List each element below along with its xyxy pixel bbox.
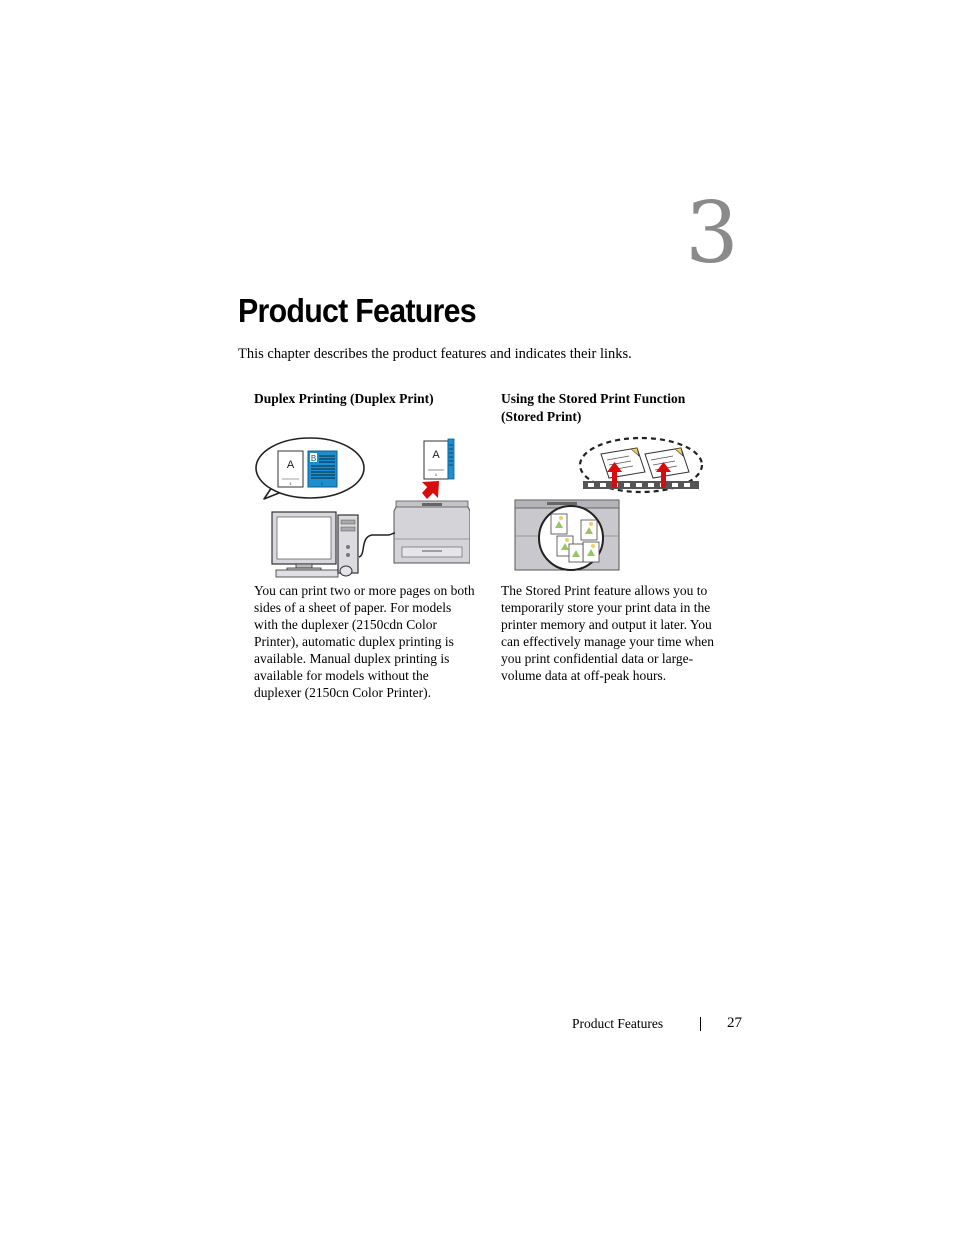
keyboard-icon xyxy=(276,570,338,577)
stored-document-icon xyxy=(601,448,645,478)
page-b-number: 2 xyxy=(320,481,324,486)
stored-print-heading-line2: (Stored Print) xyxy=(501,409,582,424)
stored-print-heading-line1: Using the Stored Print Function xyxy=(501,391,686,406)
computer-monitor-icon xyxy=(272,512,336,572)
duplex-heading: Duplex Printing (Duplex Print) xyxy=(254,391,434,406)
stored-print-heading xyxy=(501,390,731,426)
page-a-letter: A xyxy=(286,459,295,471)
page-title: Product Features xyxy=(238,292,476,329)
duplex-illustration xyxy=(254,437,470,580)
output-number: 1 xyxy=(434,472,438,477)
footer-divider xyxy=(700,1017,701,1031)
output-sheet-icon xyxy=(424,439,454,479)
page-a-number: 1 xyxy=(289,481,292,486)
page-b-icon xyxy=(308,451,337,487)
stored-document-icon xyxy=(645,448,689,478)
page-b-letter: B xyxy=(310,454,317,463)
printer-icon xyxy=(394,501,470,563)
computer-tower-icon xyxy=(338,515,358,573)
intro-paragraph: This chapter describes the product features and indicates their links. xyxy=(238,346,632,362)
footer-section-label: Product Features xyxy=(572,1016,664,1031)
output-letter: A xyxy=(432,449,440,461)
page-number: 27 xyxy=(727,1015,742,1031)
stored-print-illustration xyxy=(513,436,705,572)
mouse-icon xyxy=(340,566,352,576)
duplex-description: You can print two or more pages on both sides of a sheet of paper. For models with the duplexer (2150cdn Color Printer), automatic duplex printing is available. Manual duplex printing is available for models without the duplexer (2150cn Color Printer). xyxy=(254,583,475,700)
chapter-number: 3 xyxy=(685,184,739,282)
stored-print-description: The Stored Print feature allows you to temporarily store your print data in the printer memory and output it later. You can effectively manage your time when you print confidential data or large-volume data at off-peak hours. xyxy=(501,583,715,683)
page-a-icon xyxy=(278,451,303,487)
arrow-up-icon xyxy=(422,481,439,499)
print-queue-circle xyxy=(539,506,603,570)
